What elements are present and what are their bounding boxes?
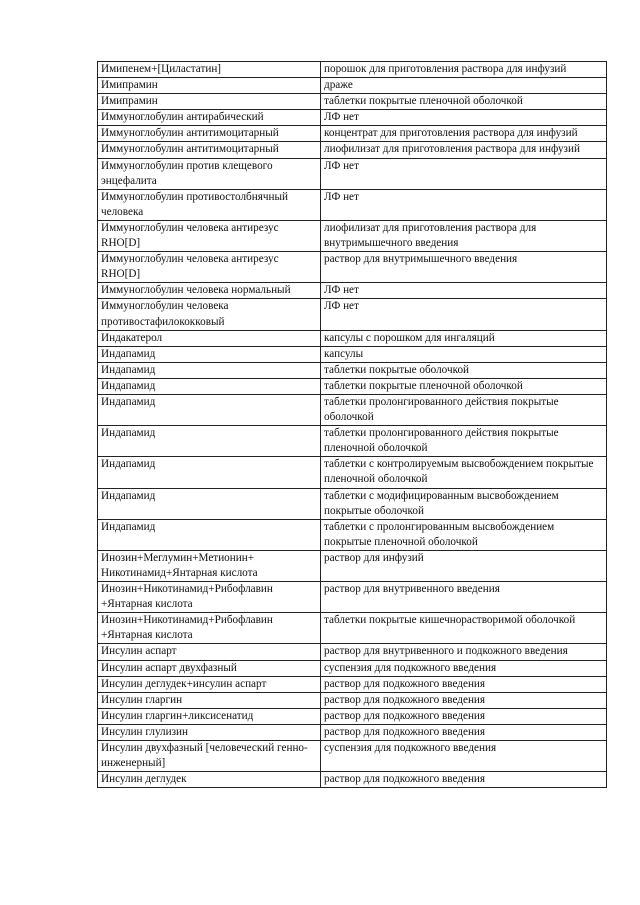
drug-name-cell	[98, 772, 321, 788]
dosage-form: концентрат для приготовления раствора для инфузий	[324, 127, 578, 140]
dosage-form-cell	[321, 252, 607, 283]
drug-name-cell	[98, 126, 321, 142]
dosage-form-cell	[321, 78, 607, 94]
drug-name-cell	[98, 362, 321, 378]
drug-name-cell	[98, 220, 321, 251]
drug-name-cell	[98, 94, 321, 110]
dosage-form-cell	[321, 741, 607, 772]
drug-name: Иммуноглобулин антитимоцитарный	[101, 127, 279, 140]
dosage-form: таблетки пролонгированного действия покрытые пленочной оболочкой	[324, 427, 559, 455]
drug-name: Индапамид	[101, 427, 156, 440]
drug-name-cell	[98, 426, 321, 457]
drug-name: Инсулин гларгин+ликсисенатид	[101, 709, 254, 722]
table-row	[98, 582, 607, 613]
drug-name-cell	[98, 676, 321, 692]
dosage-form: раствор для внутримышечного введения	[324, 253, 518, 266]
drug-name: Индапамид	[101, 458, 156, 471]
table-row	[98, 426, 607, 457]
drug-name: Индапамид	[101, 395, 156, 408]
drug-name: Индапамид	[101, 520, 156, 533]
drug-name-cell	[98, 189, 321, 220]
table-row	[98, 708, 607, 724]
drug-name: Индапамид	[101, 347, 156, 360]
dosage-form: лиофилизат для приготовления раствора для инфузий	[324, 143, 580, 156]
table-row	[98, 110, 607, 126]
dosage-form: раствор для подкожного введения	[324, 709, 486, 722]
dosage-form-cell	[321, 692, 607, 708]
drug-name-cell	[98, 252, 321, 283]
table-row	[98, 252, 607, 283]
table-row	[98, 283, 607, 299]
dosage-form: капсулы с порошком для ингаляций	[324, 331, 495, 344]
drug-name: Инсулин аспарт	[101, 645, 177, 658]
dosage-form: ЛФ нет	[324, 284, 359, 297]
dosage-form-cell	[321, 644, 607, 660]
dosage-form-cell	[321, 299, 607, 330]
drug-name-cell	[98, 110, 321, 126]
drug-name: Инозин+Никотинамид+Рибофлавин +Янтарная кислота	[101, 614, 273, 642]
table-row	[98, 189, 607, 220]
drug-forms-table	[97, 61, 607, 788]
drug-name: Индапамид	[101, 489, 156, 502]
drug-name-cell	[98, 457, 321, 488]
table-row	[98, 378, 607, 394]
dosage-form: ЛФ нет	[324, 111, 359, 124]
dosage-form-cell	[321, 378, 607, 394]
table-row	[98, 550, 607, 581]
dosage-form: лиофилизат для приготовления раствора для внутримышечного введения	[324, 221, 537, 250]
dosage-form-cell	[321, 283, 607, 299]
dosage-form-cell	[321, 158, 607, 189]
drug-name: Индакатерол	[101, 331, 163, 344]
dosage-form: суспензия для подкожного введения	[324, 742, 497, 755]
dosage-form-cell	[321, 519, 607, 550]
dosage-form-cell	[321, 126, 607, 142]
dosage-form: таблетки покрытые пленочной оболочкой	[324, 95, 523, 108]
dosage-form: ЛФ нет	[324, 159, 359, 172]
dosage-form-cell	[321, 362, 607, 378]
table-row	[98, 346, 607, 362]
dosage-form: раствор для внутривенного и подкожного введения	[324, 645, 568, 658]
drug-name: Иммуноглобулин человека противостафилококковый	[101, 300, 229, 328]
drug-name: Имипенем+[Циластатин]	[101, 63, 222, 75]
dosage-form-cell	[321, 676, 607, 692]
drug-name-cell	[98, 78, 321, 94]
drug-name-cell	[98, 644, 321, 660]
drug-name-cell	[98, 708, 321, 724]
dosage-form-cell	[321, 346, 607, 362]
dosage-form: раствор для подкожного введения	[324, 773, 486, 786]
dosage-form: ЛФ нет	[324, 300, 359, 313]
table-row	[98, 362, 607, 378]
drug-name: Инсулин деглудек	[101, 773, 187, 786]
dosage-form-cell	[321, 582, 607, 613]
drug-name: Иммуноглобулин антитимоцитарный	[101, 143, 279, 156]
table-row	[98, 519, 607, 550]
dosage-form: раствор для инфузий	[324, 551, 424, 564]
dosage-form: суспензия для подкожного введения	[324, 661, 497, 674]
drug-name-cell	[98, 330, 321, 346]
drug-name-cell	[98, 158, 321, 189]
dosage-form: таблетки с пролонгированным высвобождением покрытые пленочной оболочкой	[324, 520, 555, 548]
drug-name-cell	[98, 724, 321, 740]
drug-name-cell	[98, 346, 321, 362]
table-row	[98, 724, 607, 740]
dosage-form-cell	[321, 550, 607, 581]
drug-name: Иммуноглобулин антирабический	[101, 111, 264, 124]
drug-name: Индапамид	[101, 379, 156, 392]
dosage-form-cell	[321, 660, 607, 676]
drug-name-cell	[98, 660, 321, 676]
dosage-form-cell	[321, 488, 607, 519]
drug-name: Имипрамин	[101, 79, 158, 92]
dosage-form-cell	[321, 708, 607, 724]
dosage-form: таблетки покрытые кишечнорастворимой оболочкой	[324, 614, 576, 627]
dosage-form: капсулы	[324, 347, 364, 360]
table-row	[98, 394, 607, 425]
table-row	[98, 644, 607, 660]
dosage-form-cell	[321, 220, 607, 251]
dosage-form: порошок для приготовления раствора для инфузий	[324, 63, 567, 75]
drug-name: Иммуноглобулин противостолбнячный человека	[101, 190, 288, 218]
table-row	[98, 142, 607, 158]
table-row	[98, 126, 607, 142]
drug-name: Инозин+Никотинамид+Рибофлавин +Янтарная кислота	[101, 583, 273, 611]
table-row	[98, 741, 607, 772]
dosage-form-cell	[321, 724, 607, 740]
drug-name-cell	[98, 613, 321, 644]
table-row	[98, 772, 607, 788]
drug-name: Иммуноглобулин человека нормальный	[101, 284, 291, 297]
drug-name: Индапамид	[101, 363, 156, 376]
table-row	[98, 488, 607, 519]
table-row	[98, 330, 607, 346]
drug-name-cell	[98, 741, 321, 772]
drug-name-cell	[98, 142, 321, 158]
drug-name: Иммуноглобулин человека антирезус RHO[D]	[101, 221, 279, 250]
drug-name: Инсулин двухфазный [человеческий генно-инженерный]	[101, 742, 308, 770]
drug-name: Инсулин гларгин	[101, 693, 183, 706]
dosage-form: таблетки с контролируемым высвобождением покрытые пленочной оболочкой	[324, 458, 594, 486]
dosage-form-cell	[321, 330, 607, 346]
dosage-form-cell	[321, 613, 607, 644]
table-row	[98, 158, 607, 189]
drug-name: Инозин+Меглумин+Метионин+ Никотинамид+Янтарная кислота	[101, 551, 258, 579]
drug-name-cell	[98, 692, 321, 708]
drug-name-cell	[98, 62, 321, 78]
dosage-form-cell	[321, 457, 607, 488]
dosage-form: раствор для подкожного введения	[324, 693, 486, 706]
drug-name-cell	[98, 550, 321, 581]
dosage-form-cell	[321, 62, 607, 78]
dosage-form: ЛФ нет	[324, 190, 359, 203]
table-body	[98, 62, 607, 788]
dosage-form-cell	[321, 110, 607, 126]
drug-name-cell	[98, 582, 321, 613]
dosage-form: таблетки покрытые оболочкой	[324, 363, 470, 376]
table-row	[98, 299, 607, 330]
table-row	[98, 660, 607, 676]
table-row	[98, 94, 607, 110]
dosage-form-cell	[321, 394, 607, 425]
table-row	[98, 692, 607, 708]
drug-name-cell	[98, 378, 321, 394]
drug-name: Инсулин аспарт двухфазный	[101, 661, 237, 674]
drug-name-cell	[98, 519, 321, 550]
dosage-form-cell	[321, 189, 607, 220]
table-row	[98, 62, 607, 78]
dosage-form-cell	[321, 142, 607, 158]
dosage-form: драже	[324, 79, 353, 92]
dosage-form: таблетки с модифицированным высвобождением покрытые оболочкой	[324, 489, 559, 517]
drug-name: Иммуноглобулин человека антирезус RHO[D]	[101, 253, 279, 281]
drug-name-cell	[98, 299, 321, 330]
dosage-form-cell	[321, 94, 607, 110]
drug-name-cell	[98, 394, 321, 425]
table-row	[98, 220, 607, 251]
table-row	[98, 78, 607, 94]
drug-name-cell	[98, 488, 321, 519]
drug-name: Имипрамин	[101, 95, 158, 108]
table-row	[98, 613, 607, 644]
dosage-form-cell	[321, 426, 607, 457]
drug-name: Инсулин деглудек+инсулин аспарт	[101, 677, 267, 690]
table-row	[98, 457, 607, 488]
dosage-form: таблетки пролонгированного действия покрытые оболочкой	[324, 395, 559, 424]
dosage-form: таблетки покрытые пленочной оболочкой	[324, 379, 523, 392]
dosage-form: раствор для подкожного введения	[324, 677, 486, 690]
dosage-form: раствор для внутривенного введения	[324, 583, 500, 596]
drug-name-cell	[98, 283, 321, 299]
drug-name: Инсулин глулизин	[101, 725, 189, 738]
dosage-form: раствор для подкожного введения	[324, 725, 486, 738]
dosage-form-cell	[321, 772, 607, 788]
drug-name: Иммуноглобулин против клещевого энцефалита	[101, 159, 273, 187]
table-row	[98, 676, 607, 692]
